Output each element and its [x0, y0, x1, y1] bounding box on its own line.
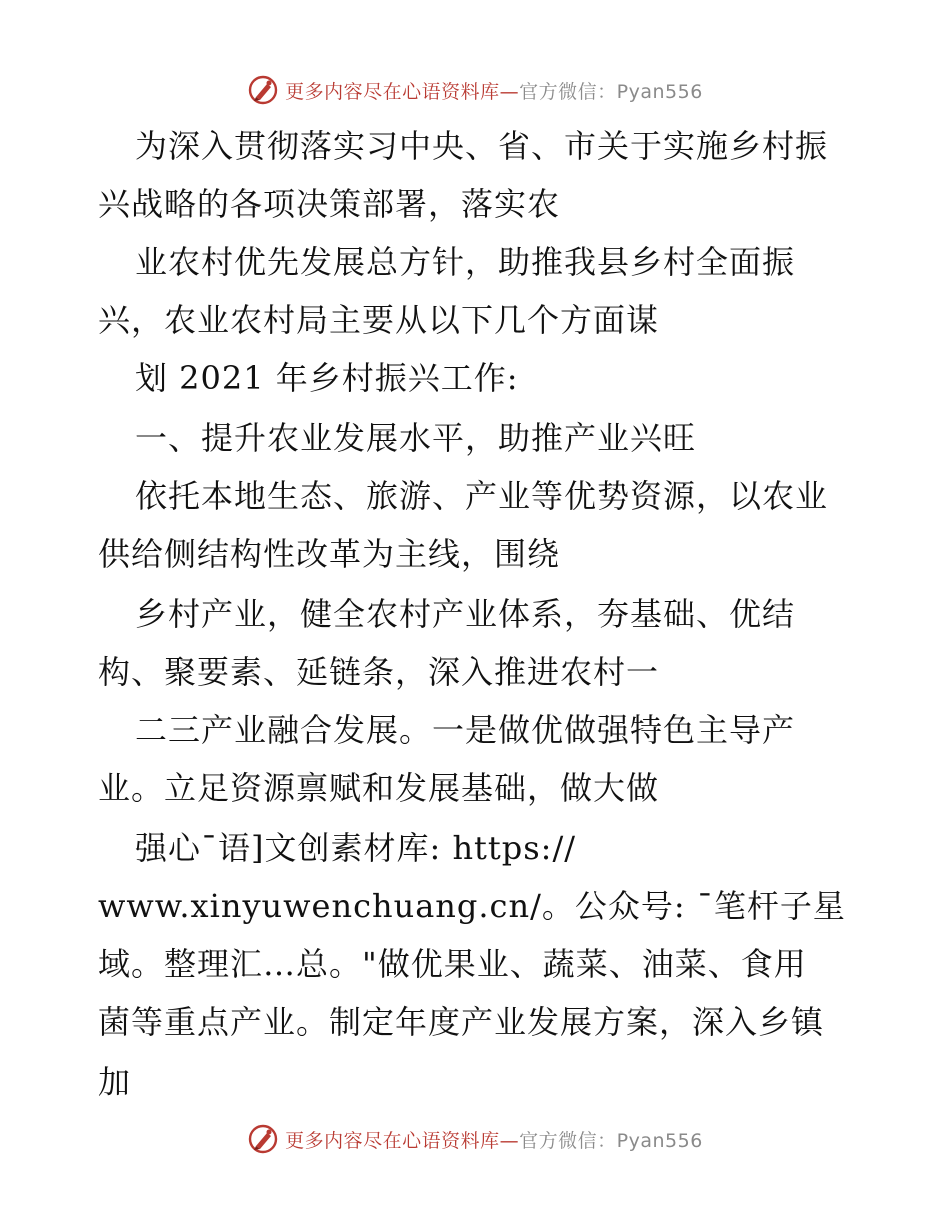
- body-line: 乡村产业，健全农村产业体系，夯基础、优结: [135, 595, 796, 633]
- footer-banner-main: 更多内容尽在心语资料库—: [285, 1129, 520, 1152]
- header-banner-main: 更多内容尽在心语资料库—: [285, 80, 520, 103]
- body-line: 为深入贯彻落实习中央、省、市关于实施乡村振: [135, 127, 829, 165]
- pen-logo-icon: [247, 74, 279, 106]
- body-line: 域。整理汇…总。"做优果业、蔬菜、油菜、食用: [98, 945, 807, 983]
- body-line: 构、聚要素、延链条，深入推进农村一: [98, 653, 660, 691]
- body-line: 二三产业融合发展。一是做优做强特色主导产: [135, 711, 796, 749]
- header-banner-wechat: 官方微信：Pyan556: [519, 80, 703, 103]
- pen-logo-icon: [247, 1123, 279, 1155]
- body-line: 业。立足资源禀赋和发展基础，做大做: [98, 769, 660, 807]
- body-line: 供给侧结构性改革为主线，围绕: [98, 535, 561, 573]
- body-line: 强心¯语]文创素材库: https://: [135, 829, 577, 867]
- footer-banner: [0, 1117, 950, 1161]
- footer-banner-text: [285, 1126, 703, 1153]
- body-line: 菌等重点产业。制定年度产业发展方案，深入乡镇: [98, 1003, 825, 1041]
- body-line: 依托本地生态、旅游、产业等优势资源，以农业: [135, 477, 829, 515]
- body-line: 兴战略的各项决策部署，落实农: [98, 185, 561, 223]
- body-line: 划 2021 年乡村振兴工作:: [135, 359, 519, 397]
- body-line: www.xinyuwenchuang.cn/。公众号: ¯笔杆子星: [98, 887, 846, 925]
- footer-banner-wechat: 官方微信：Pyan556: [519, 1129, 703, 1152]
- section-heading: 一、提升农业发展水平，助推产业兴旺: [135, 419, 697, 457]
- body-line: 业农村优先发展总方针，助推我县乡村全面振: [135, 243, 796, 281]
- header-banner-text: [285, 77, 703, 104]
- header-banner: [0, 68, 950, 112]
- body-line: 加: [98, 1063, 132, 1101]
- body-line: 兴，农业农村局主要从以下几个方面谋: [98, 301, 660, 339]
